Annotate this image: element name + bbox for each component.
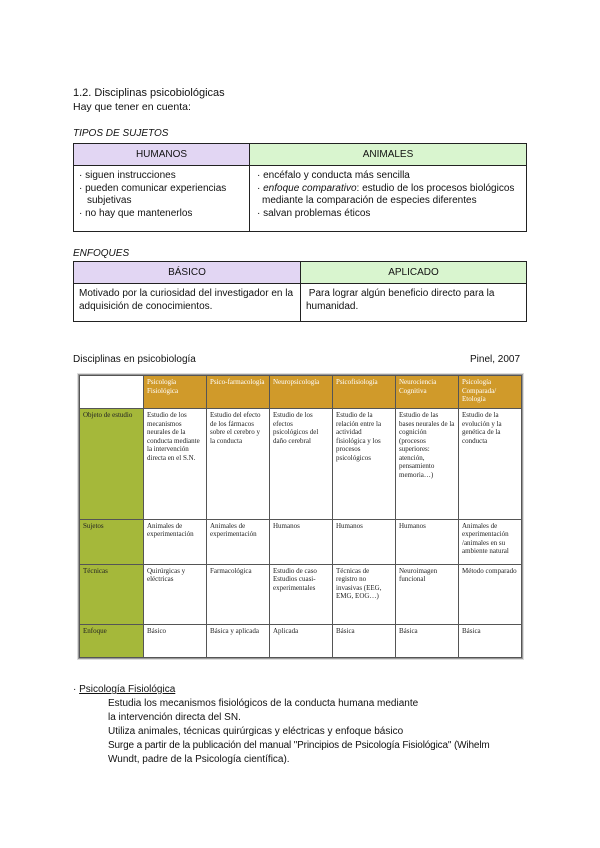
pf-line: Utiliza animales, técnicas quirúrgicas y eléctricas y enfoque básico	[108, 726, 404, 737]
column-header: Neuropsicología	[270, 376, 333, 409]
row-header: Sujetos	[80, 519, 144, 564]
animales-line: · salvan problemas éticos	[257, 207, 371, 219]
animales-header: ANIMALES	[250, 144, 527, 166]
pf-line: Wundt, padre de la Psicología científica).	[108, 754, 290, 765]
table-cell: Básica	[396, 624, 459, 657]
aplicado-header: APLICADO	[301, 262, 527, 284]
table-cell: Animales de experimentación	[144, 519, 207, 564]
pf-line: la intervención directa del SN.	[108, 712, 241, 723]
animales-line: mediante la comparación de especies diferentes	[262, 195, 477, 206]
disciplinas-source: Pinel, 2007	[470, 354, 521, 365]
table-cell: Humanos	[270, 519, 333, 564]
row-header: Enfoque	[80, 624, 144, 657]
table-cell: Básico	[144, 624, 207, 657]
table-cell: Estudio de los mecanismos neurales de la conducta mediante la intervención directa en el S.N.	[144, 409, 207, 519]
pf-line: Surge a partir de la publicación del manual "Principios de Psicología Fisiológica" (Wihelm	[108, 740, 490, 751]
column-header: Psicología Comparada/ Etología	[459, 376, 522, 409]
aplicado-cell	[301, 284, 527, 322]
humanos-line: · pueden comunicar experiencias	[79, 182, 227, 194]
humanos-line: subjetivas	[87, 195, 132, 206]
row-header: Técnicas	[80, 564, 144, 624]
tipos-label: TIPOS DE SUJETOS	[73, 128, 169, 139]
table-cell: Neuroimagen funcional	[396, 564, 459, 624]
row-header: Objeto de estudio	[80, 409, 144, 519]
column-header: Neurociencia Cognitiva	[396, 376, 459, 409]
humanos-line: · no hay que mantenerlos	[79, 207, 193, 219]
column-header: Psicología Fisiológica	[144, 376, 207, 409]
basico-header: BÁSICO	[74, 262, 301, 284]
humanos-cell	[74, 166, 250, 232]
disciplinas-label: Disciplinas en psicobiología	[73, 354, 196, 365]
table-corner	[80, 376, 144, 409]
table-cell: Animales de experimentación	[207, 519, 270, 564]
animales-line: · enfoque comparativo: estudio de los procesos biológicos	[257, 182, 515, 194]
humanos-header: HUMANOS	[74, 144, 250, 166]
table-cell: Básica y aplicada	[207, 624, 270, 657]
animales-cell	[250, 166, 527, 232]
enfoques-label: ENFOQUES	[73, 248, 130, 259]
disciplinas-table-image	[78, 374, 523, 659]
pf-body	[108, 697, 526, 767]
basico-line: adquisición de conocimientos.	[79, 300, 213, 312]
table-cell: Estudio de caso Estudios cuasi-experimentales	[270, 564, 333, 624]
enfoques-table	[73, 261, 527, 322]
table-cell: Estudio de la evolución y la genética de la conducta	[459, 409, 522, 519]
column-header: Psicofisiología	[333, 376, 396, 409]
aplicado-line: Para lograr algún beneficio directo para la	[306, 288, 495, 299]
basico-line: Motivado por la curiosidad del investigador en la	[79, 288, 294, 299]
table-cell: Básica	[459, 624, 522, 657]
table-cell: Aplicada	[270, 624, 333, 657]
table-cell: Animales de experimentación /animales en su ambiente natural	[459, 519, 522, 564]
column-header: Psico-farmacología	[207, 376, 270, 409]
pf-title: · Psicología Fisiológica	[73, 684, 176, 695]
intro-text: Hay que tener en cuenta:	[73, 101, 191, 113]
animales-line: · encéfalo y conducta más sencilla	[257, 170, 410, 181]
table-cell: Humanos	[396, 519, 459, 564]
table-cell: Farmacológica	[207, 564, 270, 624]
table-cell: Técnicas de registro no invasivas (EEG, EMG, EOG…)	[333, 564, 396, 624]
table-cell: Básica	[333, 624, 396, 657]
table-cell: Quirúrgicas y eléctricas	[144, 564, 207, 624]
table-cell: Estudio de la relación entre la actividad fisiológica y los procesos psicológicos	[333, 409, 396, 519]
pf-line: Estudia los mecanismos fisiológicos de la conducta humana mediante	[108, 698, 419, 709]
table-cell: Método comparado	[459, 564, 522, 624]
table-cell: Estudio de los efectos psicológicos del daño cerebral	[270, 409, 333, 519]
table-cell: Estudio del efecto de los fármacos sobre el cerebro y la conducta	[207, 409, 270, 519]
section-heading: 1.2. Disciplinas psicobiológicas	[73, 87, 225, 99]
aplicado-line: humanidad.	[306, 300, 359, 312]
tipos-table	[73, 143, 527, 232]
table-cell: Humanos	[333, 519, 396, 564]
humanos-line: · siguen instrucciones	[79, 170, 176, 181]
basico-cell	[74, 284, 301, 322]
table-cell: Estudio de las bases neurales de la cognición (procesos superiores: atención, pensamiento memoria…)	[396, 409, 459, 519]
